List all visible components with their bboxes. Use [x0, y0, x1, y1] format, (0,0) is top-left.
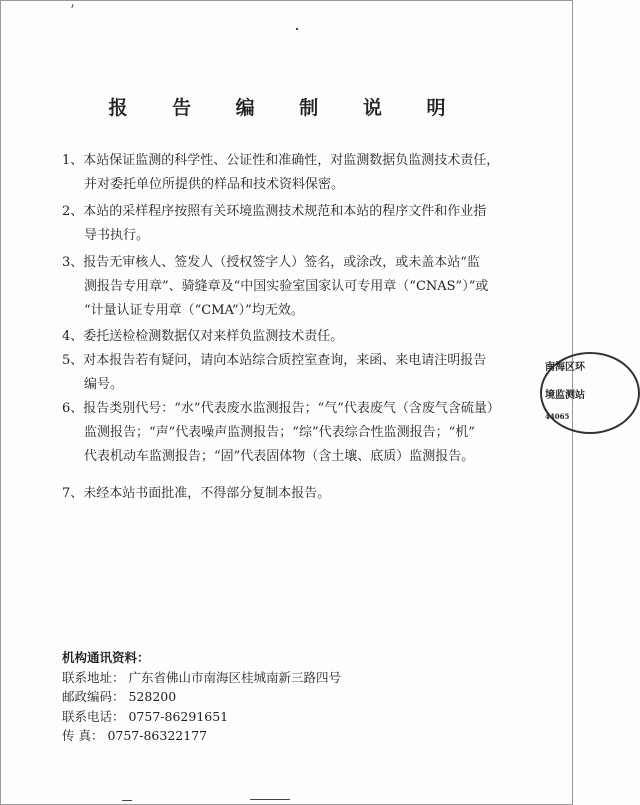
item-6-line-2: 监测报告；“声”代表噪声监测报告；“综”代表综合性监测报告；“机”	[84, 425, 475, 440]
contact-heading: 机构通讯资料：	[62, 650, 150, 665]
seal-stamp	[540, 352, 585, 430]
item-1-line-1: 1、本站保证监测的科学性、公证性和准确性，对监测数据负监测技术责任，	[62, 153, 500, 168]
contact-info	[62, 648, 341, 746]
contact-address: 联系地址： 广东省佛山市南海区桂城南新三路四号	[62, 669, 341, 685]
scan-speck	[122, 800, 132, 801]
item-4	[62, 325, 343, 349]
item-2	[62, 200, 486, 248]
contact-phone: 联系电话： 0757-86291651	[62, 708, 229, 724]
item-3-line-1: 3、报告无审核人、签发人（授权签字人）签名，或涂改，或未盖本站“监	[62, 255, 480, 270]
item-5	[62, 349, 486, 397]
item-1-line-2: 并对委托单位所提供的样品和技术资料保密。	[84, 177, 345, 192]
page-title: 报 告 编 制 说 明	[108, 97, 465, 119]
item-3	[62, 251, 488, 323]
item-1	[62, 149, 499, 197]
item-4-line-1: 4、委托送检检测数据仅对来样负监测技术责任。	[62, 329, 344, 344]
item-6-line-1: 6、报告类别代号：“水”代表废水监测报告；“气”代表废气（含废气含硫量）	[62, 401, 500, 416]
item-3-line-3: “计量认证专用章（“CMA”）”均无效。	[84, 303, 304, 318]
contact-fax: 传 真： 0757-86322177	[62, 728, 208, 743]
scan-speck	[296, 28, 298, 30]
seal-text-3: 44065	[545, 412, 570, 421]
item-2-line-1: 2、本站的采样程序按照有关环境监测技术规范和本站的程序文件和作业指	[62, 204, 487, 219]
item-2-line-2: 导书执行。	[84, 228, 150, 243]
seal-text-2: 境监测站	[545, 390, 585, 401]
contact-postcode: 邮政编码： 528200	[62, 689, 177, 704]
item-5-line-2: 编号。	[84, 377, 124, 392]
item-7-line-1: 7、未经本站书面批准，不得部分复制本报告。	[62, 486, 331, 501]
item-5-line-1: 5、对本报告若有疑问，请向本站综合质控室查询，来函、来电请注明报告	[62, 353, 487, 368]
item-6-line-3: 代表机动车监测报告；“固”代表固体物（含土壤、底质）监测报告。	[84, 449, 475, 464]
item-7	[62, 482, 330, 506]
item-6	[62, 397, 500, 469]
scan-speck	[250, 799, 290, 800]
seal-text-1: 南海区环	[545, 362, 585, 373]
item-3-line-2: 测报告专用章”、骑缝章及“中国实验室国家认可专用章（“CNAS”）”或	[84, 279, 489, 294]
